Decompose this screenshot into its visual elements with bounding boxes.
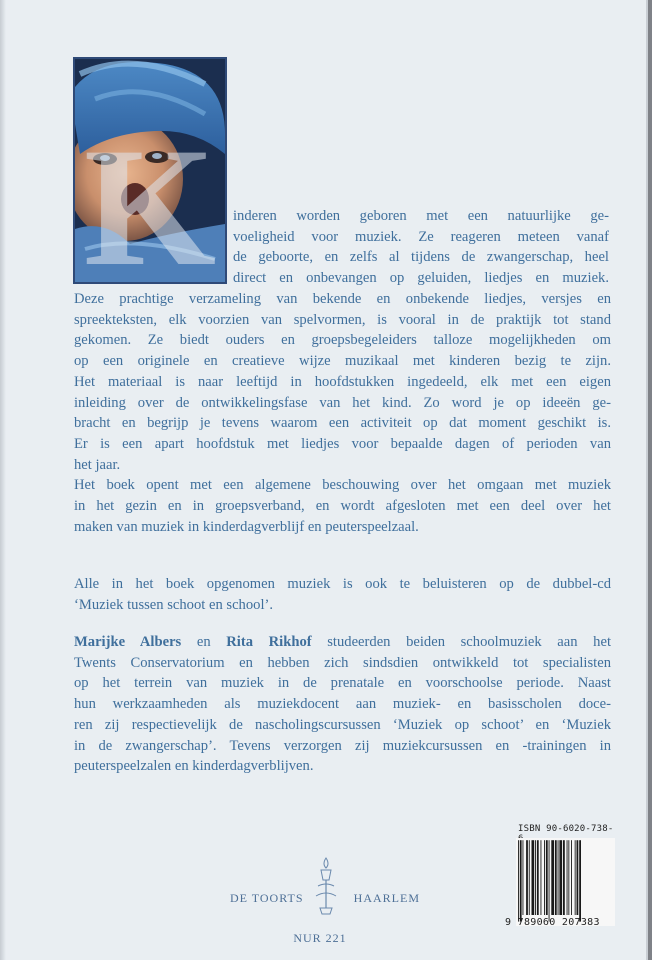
authors-line: hun werkzaamheden als muziekdocent aan muziek- en basisscholen doce- — [74, 696, 611, 713]
spine-shadow — [0, 0, 6, 960]
barcode-bar — [529, 840, 530, 915]
intro-paragraph — [233, 206, 609, 289]
description-line: gekomen. Ze biedt ouders en groepsbegeleiders talloze mogelijkheden om — [74, 332, 611, 349]
description-line: Het boek opent met een algemene beschouwing over het omgaan met muziek — [74, 477, 611, 494]
barcode-bar — [520, 840, 522, 921]
baby-photo-illustration — [75, 59, 225, 282]
barcode-bar — [544, 840, 545, 915]
barcode-bar — [555, 840, 557, 915]
description-paragraph — [74, 289, 611, 537]
barcode-bar — [537, 840, 539, 915]
authors-line: ren zij respectievelijk de nascholingscursussen ‘Muziek op schoot’ en ‘Muziek — [74, 716, 611, 733]
publisher-name: DE TOORTS — [230, 891, 304, 905]
barcode-bar — [518, 840, 519, 921]
barcode-bar — [567, 840, 568, 915]
barcode-bar — [549, 840, 550, 921]
cd-paragraph — [74, 574, 611, 615]
description-line: het jaar. — [74, 456, 121, 473]
description-line: Deze prachtige verzameling van bekende en onbekende liedjes, versjes en — [74, 291, 611, 307]
authors-line — [74, 632, 611, 653]
authors-line: Twents Conservatorium en hebben zich sindsdien ontwikkeld tot specialisten — [74, 654, 611, 671]
authors-line: op het terrein van muziek in de prenatale en voorschoolse periode. Naast — [74, 675, 611, 692]
barcode-bar — [577, 840, 579, 915]
intro-line: inderen worden geboren met een natuurlijke ge- — [233, 208, 609, 224]
barcode-bar — [563, 840, 565, 915]
description-line: inleiding over de ontwikkelingsfase van het kind. Zo word je op ideeën ge- — [74, 394, 611, 411]
authors-line: peuterspeelzalen en kinderdagverblijven. — [74, 758, 314, 775]
nur-code: NUR 221 — [293, 931, 347, 945]
description-line: maken van muziek in kinderdagverblijf en peuterspeelzaal. — [74, 518, 419, 535]
intro-line: direct en onbevangen op geluiden, liedjes en muziek. — [233, 270, 609, 287]
barcode — [516, 838, 615, 926]
authors-paragraph — [74, 632, 611, 777]
baby-photo — [73, 57, 227, 284]
barcode-bar — [558, 840, 559, 915]
description-line: in het gezin en in groepsverband, en wordt afgesloten met een deel over het — [74, 498, 611, 515]
authors-line-rest: studeerden beiden schoolmuziek aan het — [311, 634, 611, 650]
publisher-imprint — [230, 882, 420, 912]
description-line: bracht en begrijp je tevens waarom een activiteit op dat moment geschikt is. — [74, 415, 611, 432]
intro-line: voeligheid voor muziek. Ze reageren meteen vanaf — [233, 228, 609, 245]
barcode-bar — [571, 840, 572, 915]
barcode-number: 9 789060 207383 — [505, 917, 600, 928]
barcode-bar — [535, 840, 536, 915]
torch-logo-icon — [312, 856, 340, 916]
intro-line: de geboorte, en zelfs al tijdens de zwangerschap, heel — [233, 249, 609, 266]
description-line: Het materiaal is naar leeftijd in hoofdstukken ingedeeld, elk met een eigen — [74, 373, 611, 390]
drop-cap-letter: K — [83, 113, 217, 282]
author-name: Marijke Albers — [74, 634, 182, 650]
barcode-bar — [532, 840, 535, 915]
cd-line: ‘Muziek tussen schoot en school’. — [74, 596, 274, 613]
barcode-bar — [551, 840, 554, 915]
authors-line: in de zwangerschap’. Tevens verzorgen zij muziekcursussen en -trainingen in — [74, 737, 611, 754]
authors-conjunction: en — [181, 634, 227, 650]
barcode-bar — [541, 840, 542, 915]
cd-line: Alle in het boek opgenomen muziek is ook te beluisteren op de dubbel-cd — [74, 576, 611, 592]
barcode-bar — [559, 840, 562, 915]
barcode-bar — [568, 840, 569, 915]
barcode-bar — [546, 840, 548, 915]
barcode-bar — [523, 840, 524, 915]
barcode-background — [516, 838, 615, 926]
description-line: Er is een apart hoofdstuk met liedjes voor bepaalde dagen of perioden van — [74, 435, 611, 452]
barcode-bar — [526, 840, 528, 915]
description-line: op een originele en creatieve wijze muzikaal met kinderen bezig te zijn. — [74, 353, 611, 370]
isbn-label: ISBN 90-6020-738- — [518, 824, 614, 834]
barcode-bar — [575, 840, 576, 915]
barcode-bar — [579, 840, 581, 921]
author-name: Rita Rikhof — [226, 634, 312, 650]
description-line: spreekteksten, elk voorzien van spelvormen, is vooral in de praktijk tot stand — [74, 311, 611, 328]
publisher-city: HAARLEM — [353, 891, 420, 905]
